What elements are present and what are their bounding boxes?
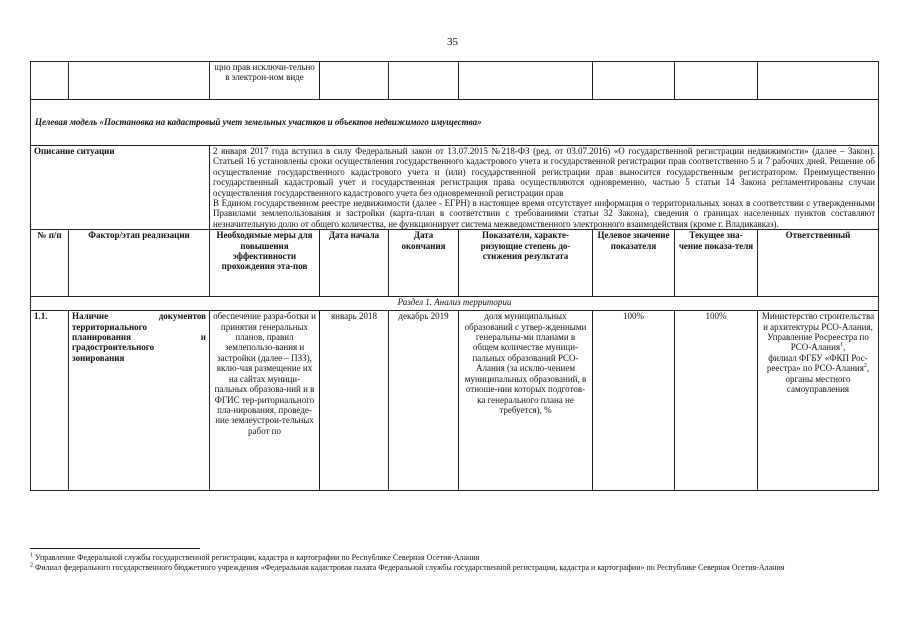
continuation-row (31, 62, 879, 100)
row-num: 1.1. (31, 311, 69, 491)
row-target: 100% (593, 311, 675, 491)
continuation-factor-cell (69, 62, 210, 100)
header-num: № п/п (31, 230, 69, 297)
row-measures: обеспечение разра-ботки и принятия генеральных планов, правил землепользо-вания и застройки (далее – ПЗЗ), вклю-чая размещение их на сайтах муници-пальных образова-ний и в ФГИС тер-риториального пла-нирования, проведе-ние землеустрои-тельных работ по (210, 311, 320, 491)
header-factor: Фактор/этап реализации (69, 230, 210, 297)
continuation-indicators-cell (459, 62, 593, 100)
row-end: декабрь 2019 (389, 311, 459, 491)
continuation-current-cell (675, 62, 758, 100)
situation-text (210, 146, 879, 230)
continuation-num-cell (31, 62, 69, 100)
responsible-fkp: филиал ФГБУ «ФКП Рос-реестра» по РСО-Алания$^2$, (766, 352, 870, 374)
situation-row (31, 146, 879, 230)
row-responsible (758, 311, 879, 491)
responsible-rosreestr: Управление Росреестра по РСО-Алания$^1$, (767, 332, 869, 353)
continuation-start-cell (320, 62, 389, 100)
row-start: январь 2018 (320, 311, 389, 491)
section-row (31, 297, 879, 311)
target-model-table (30, 61, 879, 491)
footnote-ref-1[interactable]: 1 (840, 342, 844, 349)
header-start: Дата начала (320, 230, 389, 297)
footnote-2: $^2$ Филиал федерального государственного бюджетного учреждения «Федеральная кадастровая палата Федеральной службы государственной регистрации, кадастра и картографии» по Республике Северная Осетия-Алания (30, 562, 785, 572)
header-end: Дата окончания (389, 230, 459, 297)
footnotes (30, 548, 878, 573)
header-indicators: Показатели, характе-ризующие степень до-стижения результата (459, 230, 593, 297)
header-measures: Необходимые меры для повышения эффективности прохождения эта-пов (210, 230, 320, 297)
model-title-row (31, 100, 879, 146)
continuation-target-cell (593, 62, 675, 100)
model-title: Целевая модель «Постановка на кадастровый учет земельных участков и объектов недвижимого имущества» (31, 100, 879, 146)
responsible-local-government: органы местного самоуправления (785, 373, 851, 395)
responsible-ministry: Министерство строительства и архитектуры РСО-Алания, (761, 311, 875, 332)
footnote-1: $^1$ Управление Федеральной службы государственной регистрации, кадастра и картографии по Республике Северная Осетия-Алания (30, 552, 480, 562)
header-row (31, 230, 879, 297)
continuation-end-cell (389, 62, 459, 100)
row-indicators: доля муниципальных образований с утвер-жденными генеральны-ми планами в общем количестве муници-пальных образований РСО-Алания (за исклю-чением муниципальных образований, в отноше-нии которых подготов-ка генерального плана не требуется), % (459, 311, 593, 491)
situation-paragraph-2: В Едином государственном реестре недвижимости (далее - ЕГРН) в настоящее время отсутствует информация о территориальных зонах в соответствии с утвержденными Правилами землепользования и застройки (карта-план в соответствии с требованиями статьи 32 Закона), сведения о границах населенных пунктов составляют незначительную долю от общего количества, не функционирует система межведомственного электронного взаимодействия (кроме г. Владикавказ). (213, 198, 875, 229)
situation-paragraph-1: 2 января 2017 года вступил в силу Федеральный закон от 13.07.2015 №218-ФЗ (ред. от 03.07.2016) «О государственной регистрации недвижимости» (далее – Закон). Статьей 16 установлены сроки осуществления государственного кадастрового учета и государственной регистрации прав соответственно 5 и 7 рабочих дней. Решение об осуществление государственного кадастрового учета и (или) государственной регистрации прав выносится государственным регистратором. Преимущественно государственный кадастровый учет и государственная регистрация права осуществляются одновременно, частью 5 статьи 14 Закона регламентированы случаи осуществления государственного кадастрового учета без одновременной регистрации прав (213, 146, 875, 198)
page-number: 35 (447, 36, 458, 48)
header-current: Текущее зна-чение показа-теля (675, 230, 758, 297)
row-current: 100% (675, 311, 758, 491)
footnote-ref-2[interactable]: 2 (863, 363, 867, 370)
header-responsible: Ответственный (758, 230, 879, 297)
situation-label: Описание ситуации (31, 146, 210, 230)
section-title: Раздел 1. Анализ территории (31, 297, 879, 311)
header-target: Целевое значение показателя (593, 230, 675, 297)
table-row (31, 311, 879, 491)
footnote-separator (30, 548, 200, 549)
continuation-measures-cell: щно прав исключи-тельно в электрон-ном виде (210, 62, 320, 100)
row-factor: Наличие документов территориального планирования и градостроительного зонирования (69, 311, 210, 491)
continuation-responsible-cell (758, 62, 879, 100)
